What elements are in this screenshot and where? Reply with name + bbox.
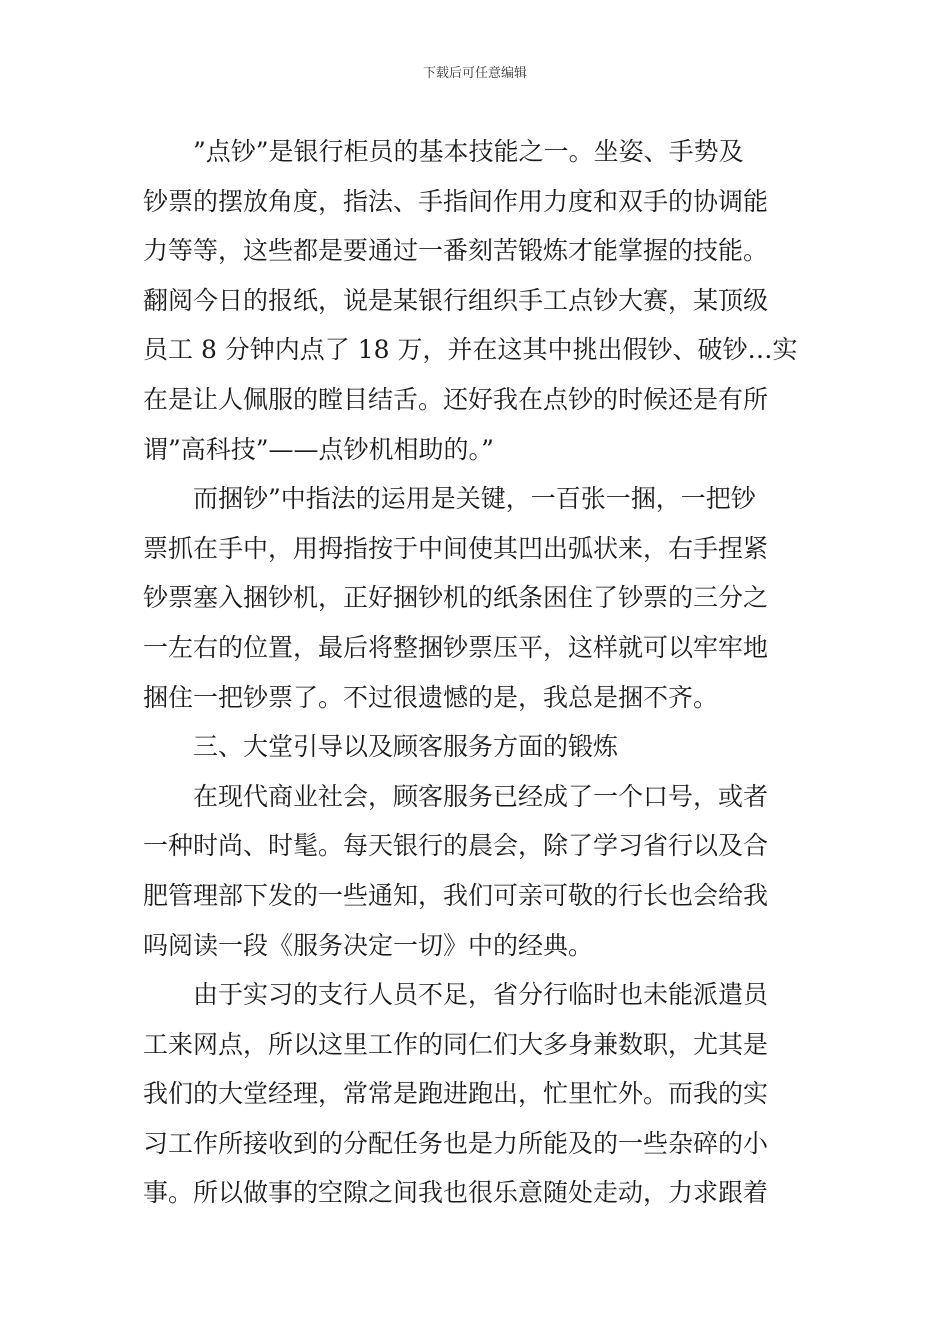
text-line: 翻阅今日的报纸，说是某银行组织手工点钞大赛，某顶级 xyxy=(143,285,769,315)
document-body xyxy=(143,127,808,1218)
text-line: 而捆钞”中指法的运用是关键，一百张一捆，一把钞 xyxy=(193,484,756,514)
text-line: 习工作所接收到的分配任务也是力所能及的一些杂碎的小 xyxy=(143,1128,769,1158)
text-line: ”点钞”是银行柜员的基本技能之一。坐姿、手势及 xyxy=(193,137,744,166)
text-line: 在是让人佩服的瞠目结舌。还好我在点钞的时候还是有所 xyxy=(143,384,769,414)
text-line: 力等等，这些都是要通过一番刻苦锻炼才能掌握的技能。 xyxy=(143,236,769,266)
text-line: 票抓在手中，用拇指按于中间使其凹出弧状来，右手捏紧 xyxy=(143,533,769,563)
text-line: 由于实习的支行人员不足，省分行临时也未能派遣员 xyxy=(193,980,769,1010)
page-header: 下载后可任意编辑 xyxy=(422,66,527,81)
text-line: 肥管理部下发的一些通知，我们可亲可敬的行长也会给我 xyxy=(143,880,769,910)
text-line: 捆住一把钞票了。不过很遗憾的是，我总是捆不齐。 xyxy=(143,682,719,712)
text-line: 在现代商业社会，顾客服务已经成了一个口号，或者 xyxy=(193,781,769,811)
text-line: 员工 8 分钟内点了 18 万，并在这其中挑出假钞、破钞…实 xyxy=(143,335,798,365)
section-heading: 三、大堂引导以及顾客服务方面的锻炼 xyxy=(193,732,619,762)
text-line: 事。所以做事的空隙之间我也很乐意随处走动，力求跟着 xyxy=(143,1178,769,1208)
text-line: 钞票的摆放角度，指法、手指间作用力度和双手的协调能 xyxy=(143,186,769,216)
text-line: 一左右的位置，最后将整捆钞票压平，这样就可以牢牢地 xyxy=(143,632,769,662)
text-line: 钞票塞入捆钞机，正好捆钞机的纸条困住了钞票的三分之 xyxy=(143,583,769,613)
text-line: 吗阅读一段《服务决定一切》中的经典。 xyxy=(143,930,594,960)
text-line: 一种时尚、时髦。每天银行的晨会，除了学习省行以及合 xyxy=(143,831,769,861)
text-line: 工来网点，所以这里工作的同仁们大多身兼数职，尤其是 xyxy=(143,1029,769,1059)
text-line: 谓”高科技”——点钞机相助的。” xyxy=(143,434,494,464)
text-line: 我们的大堂经理，常常是跑进跑出，忙里忙外。而我的实 xyxy=(143,1079,769,1109)
